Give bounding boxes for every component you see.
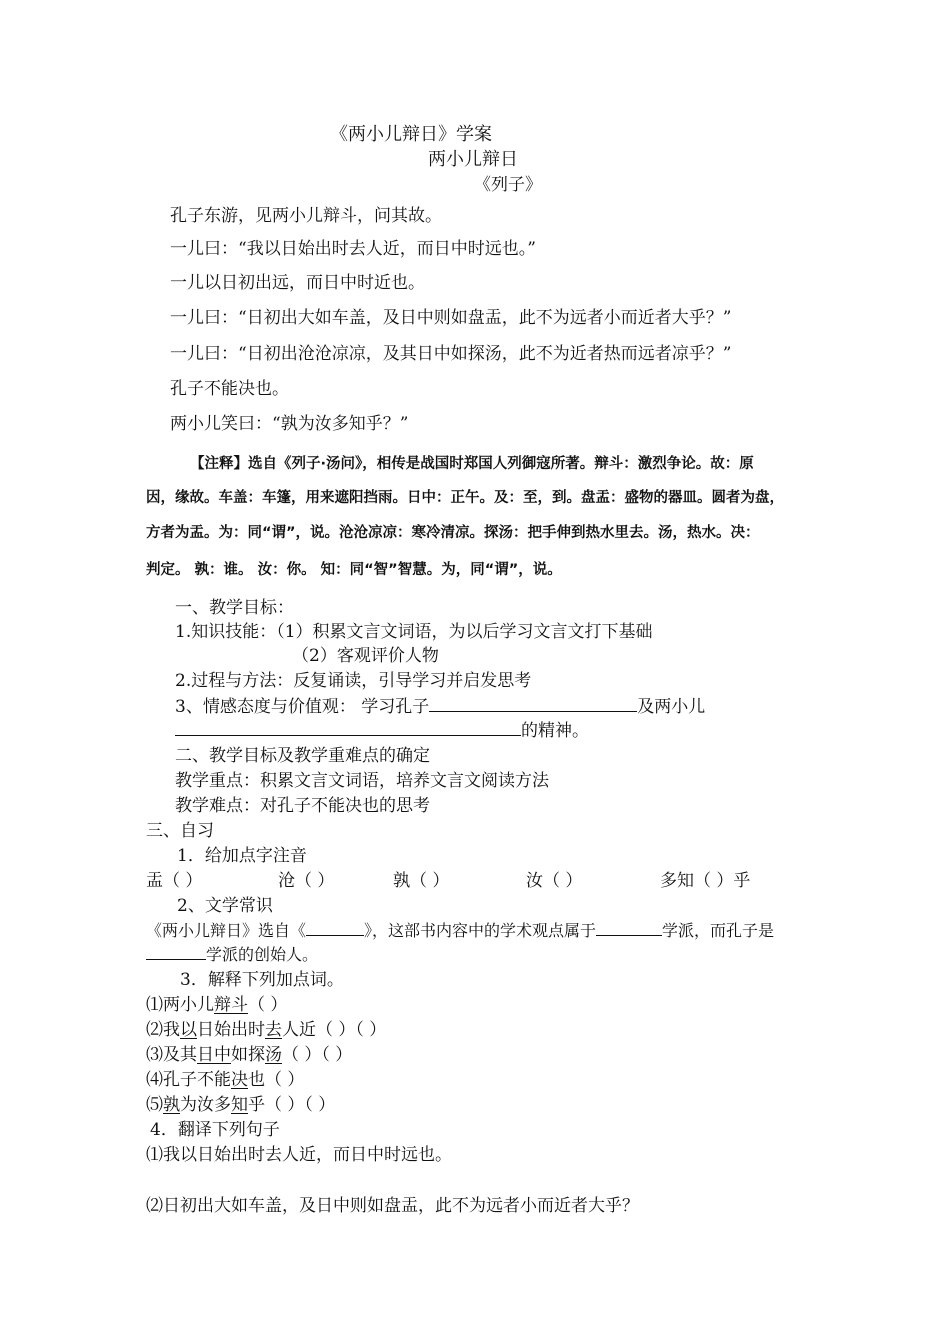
explain-item: [146, 1044, 352, 1066]
pinyin-item: 盂（ ）: [146, 871, 203, 891]
keyword: 决: [231, 1070, 248, 1090]
literature-text: 学派，而孔子是: [662, 921, 775, 940]
question-title: 2、文学常识: [177, 896, 273, 916]
goal-emotion-line2: [175, 720, 589, 742]
answer-blank[interactable]: [175, 720, 521, 736]
item-text: 及其: [163, 1045, 197, 1065]
explain-item: [146, 1069, 304, 1091]
question-title: 4．翻译下列句子: [150, 1120, 280, 1140]
item-number: ⑶: [146, 1045, 163, 1065]
item-number: ⑴: [146, 995, 163, 1015]
pinyin-item: 沧（ ）: [278, 871, 335, 891]
literature-text: 学派的创始人。: [206, 945, 319, 964]
item-number: ⑵: [146, 1020, 163, 1040]
keyword: 孰: [163, 1095, 180, 1115]
item-text: 孔子不能: [163, 1070, 231, 1090]
goal-knowledge-label: 1.知识技能：: [175, 622, 277, 642]
key-focus: 教学重点：积累文言文词语，培养文言文阅读方法: [175, 771, 549, 791]
passage-line: 一儿曰：“日初出大如车盖，及日中则如盘盂，此不为远者小而近者大乎？”: [170, 308, 732, 328]
passage-line: 一儿曰：“日初出沧沧凉凉，及其日中如探汤，此不为近者热而远者凉乎？”: [170, 344, 732, 364]
translate-item: ⑵日初出大如车盖，及日中则如盘盂，此不为远者小而近者大乎？: [146, 1196, 639, 1216]
key-difficulty: 教学难点：对孔子不能决也的思考: [175, 796, 430, 816]
goal-knowledge-1: （1）积累文言文词语，为以后学习文言文打下基础: [276, 622, 653, 642]
explain-item: [146, 1019, 386, 1041]
item-text: 我: [163, 1020, 180, 1040]
item-text: （ ）: [248, 995, 288, 1015]
passage-line: 一儿曰：“我以日始出时去人近，而日中时远也。”: [170, 239, 536, 259]
section-heading: 二、教学目标及教学重难点的确定: [175, 746, 430, 766]
passage-line: 孔子不能决也。: [170, 379, 289, 399]
item-text: 为汝多: [180, 1095, 231, 1115]
notes-line: 【注释】选自《列子·汤问》，相传是战国时郑国人列御寇所著。辩斗：激烈争论。故：原: [190, 456, 754, 472]
passage-line: 孔子东游，见两小儿辩斗，问其故。: [170, 206, 442, 226]
literature-text: 《两小儿辩日》选自《: [146, 921, 307, 940]
answer-blank[interactable]: [146, 944, 206, 960]
section-heading: 三、自习: [146, 821, 214, 841]
goal-knowledge-2: （2）客观评价人物: [292, 646, 439, 666]
text-source: 《列子》: [474, 175, 542, 195]
goal-emotion-prefix: 3、情感态度与价值观： 学习孔子: [175, 697, 430, 717]
literature-line2: [146, 944, 318, 966]
item-text: 如探: [231, 1045, 265, 1065]
item-text: 两小儿: [163, 995, 214, 1015]
passage-line: 一儿以日初出远，而日中时近也。: [170, 273, 425, 293]
notes-line: 因，缘故。车盖：车篷，用来遮阳挡雨。日中：正午。及：至，到。盘盂：盛物的器皿。圆者为盘，: [146, 490, 784, 506]
goal-emotion: [175, 696, 705, 718]
keyword: 去: [265, 1020, 282, 1040]
explain-item: [146, 1094, 335, 1116]
item-text: 乎（ ）（ ）: [248, 1095, 336, 1115]
notes-line: 判定。 孰：谁。 汝：你。 知：同“智”智慧。为，同“谓”，说。: [146, 562, 562, 578]
goal-emotion-mid: 及两小儿: [637, 697, 706, 717]
literature-line1: [146, 920, 774, 942]
section-heading: 一、教学目标：: [175, 598, 294, 618]
keyword: 日中: [197, 1045, 231, 1065]
doc-title: 《两小儿辩日》学案: [330, 124, 492, 145]
translate-item: ⑴我以日始出时去人近，而日中时远也。: [146, 1145, 452, 1165]
pinyin-item: 汝（ ）: [526, 871, 583, 891]
question-title: 3．解释下列加点词。: [180, 970, 344, 990]
keyword: 汤: [265, 1045, 282, 1065]
notes-line: 方者为盂。为：同“谓”，说。沧沧凉凉：寒冷清凉。探汤：把手伸到热水里去。汤，热水。决：: [146, 525, 760, 541]
item-number: ⑷: [146, 1070, 163, 1090]
answer-blank[interactable]: [596, 920, 662, 936]
pinyin-item: 孰（ ）: [393, 871, 450, 891]
answer-blank[interactable]: [306, 920, 364, 936]
item-text: 也（ ）: [248, 1070, 305, 1090]
keyword: 知: [231, 1095, 248, 1115]
goal-knowledge: [175, 621, 653, 643]
text-title: 两小儿辩日: [428, 149, 518, 170]
question-title: 1．给加点字注音: [177, 846, 307, 866]
item-text: 日始出时: [197, 1020, 265, 1040]
literature-text: 》，这部书内容中的学术观点属于: [364, 921, 597, 940]
pinyin-item: 多知（ ）乎: [660, 871, 751, 891]
passage-line: 两小儿笑曰：“孰为汝多知乎？”: [170, 414, 409, 434]
answer-blank[interactable]: [429, 696, 637, 712]
item-number: ⑸: [146, 1095, 163, 1115]
item-text: （ ）（ ）: [282, 1045, 353, 1065]
keyword: 辩斗: [214, 995, 248, 1015]
explain-item: [146, 994, 287, 1016]
goal-emotion-suffix: 的精神。: [521, 721, 589, 741]
goal-process: 2.过程与方法：反复诵读，引导学习并启发思考: [175, 671, 532, 691]
keyword: 以: [180, 1020, 197, 1040]
item-text: 人近（ ）（ ）: [282, 1020, 387, 1040]
